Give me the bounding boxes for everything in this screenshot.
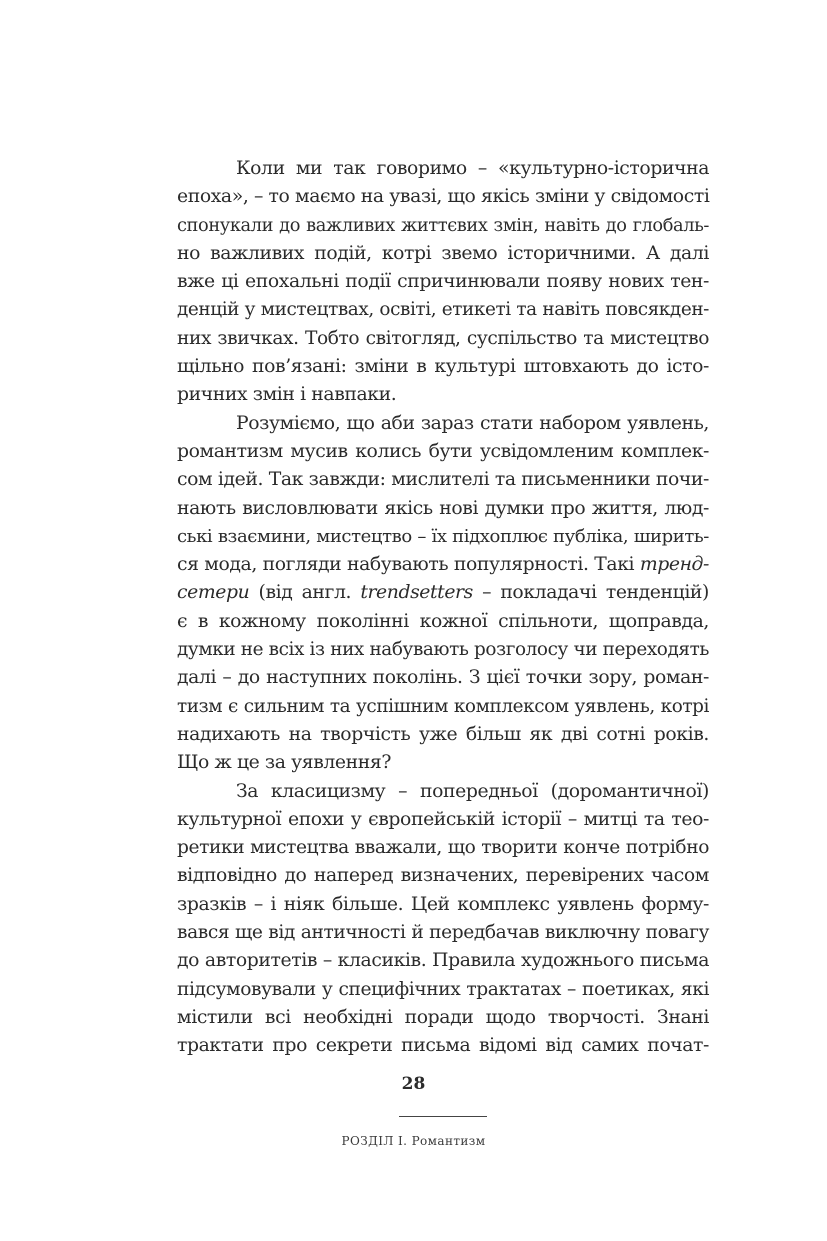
italic-term: трeнд- bbox=[639, 554, 709, 576]
text-line: відповідно до наперед визначених, перевірених часом bbox=[177, 865, 709, 887]
italic-term: trendsetters bbox=[360, 582, 473, 604]
text-line: романтизм мусив колись бути усвідомленим комплек- bbox=[177, 440, 709, 462]
text-line: Розуміємо, що аби зараз стати набором уявлень, bbox=[236, 412, 709, 434]
text-line: підсумовували у специфічних трактатах – поетиках, які bbox=[177, 978, 709, 1000]
text-line: вже ці епохальні події спричинювали появу нових тен- bbox=[177, 271, 709, 293]
footer-divider bbox=[399, 1116, 487, 1117]
text-line: нають висловлювати якісь нові думки про життя, люд- bbox=[177, 497, 709, 519]
text-segment: ся мода, погляди набувають популярності. Такі bbox=[177, 554, 635, 576]
italic-term: сетери bbox=[177, 582, 250, 604]
text-line: зразків – і ніяк більше. Цей комплекс уявлень форму- bbox=[177, 893, 709, 915]
text-line: ські взаємини, мистецтво – їх підхоплює публіка, ширить- bbox=[177, 525, 709, 547]
text-line: до авторитетів – класиків. Правила художнього письма bbox=[177, 950, 709, 972]
text-line: ричних змін і навпаки. bbox=[177, 384, 397, 406]
text-segment: (від англ. bbox=[258, 582, 352, 604]
text-segment: – покладачі тенденцій) bbox=[482, 582, 709, 604]
text-line: спонукали до важливих життєвих змін, навіть до глобаль- bbox=[177, 214, 709, 236]
text-line: За класицизму – попередньої (доромантичної) bbox=[236, 780, 709, 802]
text-line: Коли ми так говоримо – «культурно-історична bbox=[236, 158, 709, 179]
text-line: далі – до наступних поколінь. З цієї точки зору, роман- bbox=[177, 667, 709, 689]
page-number: 28 bbox=[401, 1074, 426, 1094]
text-line: епоха», – то маємо на увазі, що якісь зміни у свідомості bbox=[177, 186, 710, 208]
text-line: но важливих подій, котрі звемо історичними. А далі bbox=[177, 242, 709, 264]
text-line: містили всі необхідні поради щодо творчості. Знані bbox=[177, 1006, 709, 1028]
text-line: ретики мистецтва вважали, що творити конче потрібно bbox=[177, 837, 709, 859]
text-line: них звичках. Тобто світогляд, суспільство та мистецтво bbox=[177, 327, 709, 349]
text-line bbox=[177, 579, 709, 607]
body-text bbox=[177, 155, 709, 1061]
running-footer-title: РОЗДІЛ І. Романтизм bbox=[341, 1134, 486, 1148]
text-line: трактати про секрети письма відомі від самих почат- bbox=[177, 1035, 709, 1057]
text-line: культурної епохи у європейській історії – митці та тео- bbox=[177, 808, 709, 830]
text-line bbox=[177, 551, 709, 579]
text-line: тизм є сильним та успішним комплексом уявлень, котрі bbox=[177, 695, 709, 717]
text-line: є в кожному поколінні кожної спільноти, щоправда, bbox=[177, 610, 709, 632]
text-line: денцій у мистецтвах, освіті, етикеті та навіть повсякден- bbox=[177, 299, 709, 321]
text-line: Що ж це за уявлення? bbox=[177, 752, 392, 774]
text-line: думки не всіх із них набувають розголосу чи переходять bbox=[177, 639, 709, 661]
text-line: надихають на творчість уже більш як дві сотні років. bbox=[177, 723, 709, 745]
text-line: сом ідей. Так завжди: мислителі та письменники почи- bbox=[177, 469, 709, 491]
text-line: щільно пов’язані: зміни в культурі штовхають до істо- bbox=[177, 356, 709, 378]
text-line: вався ще від античності й передбачав виключну повагу bbox=[177, 922, 709, 944]
